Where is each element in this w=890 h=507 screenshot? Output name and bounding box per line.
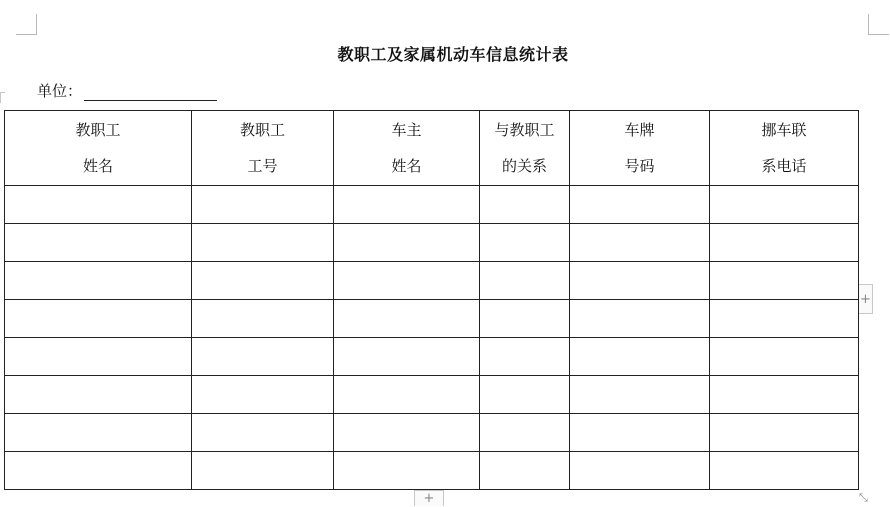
table-cell[interactable] bbox=[5, 262, 192, 300]
header-contact-phone[interactable]: 挪车联 系电话 bbox=[710, 111, 859, 186]
table-cell[interactable] bbox=[334, 452, 480, 490]
table-cell[interactable] bbox=[192, 376, 334, 414]
unit-label: 单位： bbox=[37, 82, 83, 100]
table-cell[interactable] bbox=[5, 452, 192, 490]
table-cell[interactable] bbox=[334, 300, 480, 338]
table-row bbox=[5, 262, 859, 300]
table-cell[interactable] bbox=[480, 414, 570, 452]
table-cell[interactable] bbox=[710, 338, 859, 376]
unit-field bbox=[37, 80, 217, 101]
add-column-button[interactable]: + bbox=[859, 284, 873, 314]
table-row bbox=[5, 186, 859, 224]
table-cell[interactable] bbox=[334, 376, 480, 414]
table-cell[interactable] bbox=[334, 414, 480, 452]
table-cell[interactable] bbox=[570, 452, 710, 490]
table-cell[interactable] bbox=[192, 300, 334, 338]
header-plate-number[interactable]: 车牌 号码 bbox=[570, 111, 710, 186]
table-cell[interactable] bbox=[480, 300, 570, 338]
table-cell[interactable] bbox=[570, 376, 710, 414]
table-cell[interactable] bbox=[710, 186, 859, 224]
table-cell[interactable] bbox=[480, 224, 570, 262]
header-relationship[interactable]: 与教职工 的关系 bbox=[480, 111, 570, 186]
table-cell[interactable] bbox=[5, 414, 192, 452]
header-staff-id[interactable]: 教职工 工号 bbox=[192, 111, 334, 186]
table-row bbox=[5, 300, 859, 338]
table-body bbox=[5, 186, 859, 490]
table-cell[interactable] bbox=[192, 262, 334, 300]
table-cell[interactable] bbox=[480, 452, 570, 490]
unit-blank-line[interactable] bbox=[84, 82, 217, 101]
table-cell[interactable] bbox=[5, 338, 192, 376]
header-owner-name[interactable]: 车主 姓名 bbox=[334, 111, 480, 186]
table-cell[interactable] bbox=[710, 224, 859, 262]
table-cell[interactable] bbox=[192, 224, 334, 262]
table-cell[interactable] bbox=[710, 376, 859, 414]
table-header-row bbox=[5, 111, 859, 186]
table-move-handle[interactable] bbox=[0, 92, 5, 103]
table-cell[interactable] bbox=[710, 414, 859, 452]
table-cell[interactable] bbox=[480, 338, 570, 376]
table-row bbox=[5, 414, 859, 452]
table-cell[interactable] bbox=[334, 186, 480, 224]
table-cell[interactable] bbox=[192, 338, 334, 376]
table-cell[interactable] bbox=[5, 376, 192, 414]
table-cell[interactable] bbox=[570, 262, 710, 300]
page-corner-mark-top-left bbox=[16, 14, 37, 35]
table-cell[interactable] bbox=[570, 338, 710, 376]
table-cell[interactable] bbox=[5, 300, 192, 338]
document-title: 教职工及家属机动车信息统计表 bbox=[337, 45, 569, 64]
table-cell[interactable] bbox=[5, 224, 192, 262]
table-cell[interactable] bbox=[570, 224, 710, 262]
table-cell[interactable] bbox=[710, 300, 859, 338]
table-cell[interactable] bbox=[570, 186, 710, 224]
table-cell[interactable] bbox=[710, 452, 859, 490]
header-staff-name[interactable]: 教职工 姓名 bbox=[5, 111, 192, 186]
table-row bbox=[5, 338, 859, 376]
table-cell[interactable] bbox=[192, 452, 334, 490]
table-cell[interactable] bbox=[334, 338, 480, 376]
table-cell[interactable] bbox=[5, 186, 192, 224]
table-cell[interactable] bbox=[480, 186, 570, 224]
add-row-button[interactable]: + bbox=[414, 490, 444, 506]
vehicle-info-table bbox=[4, 110, 859, 490]
table-cell[interactable] bbox=[334, 262, 480, 300]
table-cell[interactable] bbox=[480, 262, 570, 300]
table-cell[interactable] bbox=[480, 376, 570, 414]
page-corner-mark-top-right bbox=[868, 14, 889, 35]
table-cell[interactable] bbox=[334, 224, 480, 262]
table-resize-icon[interactable]: ⤡ bbox=[859, 491, 868, 504]
table-row bbox=[5, 452, 859, 490]
table-cell[interactable] bbox=[710, 262, 859, 300]
table-cell[interactable] bbox=[570, 414, 710, 452]
table-row bbox=[5, 376, 859, 414]
table-row bbox=[5, 224, 859, 262]
table-cell[interactable] bbox=[192, 414, 334, 452]
table-cell[interactable] bbox=[570, 300, 710, 338]
table-cell[interactable] bbox=[192, 186, 334, 224]
